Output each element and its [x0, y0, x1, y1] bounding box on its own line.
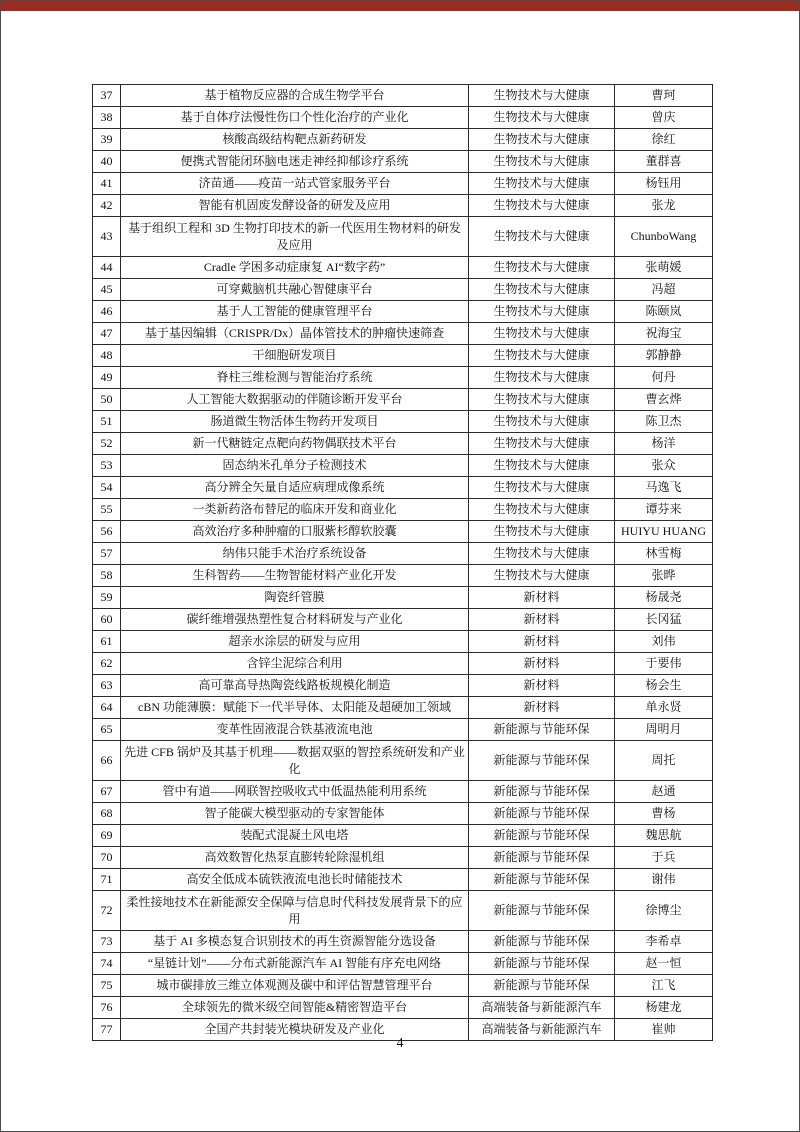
table-row [93, 257, 713, 279]
person-cell: 徐红 [615, 129, 713, 151]
row-number-cell: 64 [93, 697, 121, 719]
row-number-cell: 73 [93, 931, 121, 953]
table-row [93, 997, 713, 1019]
category-cell: 新能源与节能环保 [469, 931, 615, 953]
person-cell: 杨钰用 [615, 173, 713, 195]
person-cell: 冯超 [615, 279, 713, 301]
category-cell: 新材料 [469, 675, 615, 697]
category-cell: 生物技术与大健康 [469, 301, 615, 323]
person-cell: 赵一恒 [615, 953, 713, 975]
table-row [93, 217, 713, 257]
category-cell: 高端装备与新能源汽车 [469, 997, 615, 1019]
category-cell: 新能源与节能环保 [469, 803, 615, 825]
row-number-cell: 58 [93, 565, 121, 587]
project-name-cell: 基于自体疗法慢性伤口个性化治疗的产业化 [121, 107, 469, 129]
project-name-cell: 超亲水涂层的研发与应用 [121, 631, 469, 653]
project-name-cell: 高可靠高导热陶瓷线路板规模化制造 [121, 675, 469, 697]
row-number-cell: 52 [93, 433, 121, 455]
table-row [93, 741, 713, 781]
category-cell: 生物技术与大健康 [469, 217, 615, 257]
category-cell: 新材料 [469, 609, 615, 631]
row-number-cell: 69 [93, 825, 121, 847]
table-row [93, 323, 713, 345]
row-number-cell: 65 [93, 719, 121, 741]
project-name-cell: 碳纤维增强热塑性复合材料研发与产业化 [121, 609, 469, 631]
table-row [93, 411, 713, 433]
row-number-cell: 40 [93, 151, 121, 173]
person-cell: 马逸飞 [615, 477, 713, 499]
category-cell: 新能源与节能环保 [469, 719, 615, 741]
row-number-cell: 54 [93, 477, 121, 499]
row-number-cell: 70 [93, 847, 121, 869]
project-name-cell: “星链计划”——分布式新能源汽车 AI 智能有序充电网络 [121, 953, 469, 975]
project-name-cell: 管中有道——网联智控吸收式中低温热能利用系统 [121, 781, 469, 803]
row-number-cell: 76 [93, 997, 121, 1019]
person-cell: 陈卫杰 [615, 411, 713, 433]
person-cell: 张晔 [615, 565, 713, 587]
person-cell: 曹玄烨 [615, 389, 713, 411]
category-cell: 生物技术与大健康 [469, 107, 615, 129]
row-number-cell: 42 [93, 195, 121, 217]
category-cell: 生物技术与大健康 [469, 565, 615, 587]
project-name-cell: 核酸高级结构靶点新药研发 [121, 129, 469, 151]
table-row [93, 587, 713, 609]
row-number-cell: 46 [93, 301, 121, 323]
row-number-cell: 45 [93, 279, 121, 301]
project-name-cell: 基于 AI 多模态复合识别技术的再生资源智能分选设备 [121, 931, 469, 953]
row-number-cell: 44 [93, 257, 121, 279]
project-name-cell: 高安全低成本硫铁液流电池长时储能技术 [121, 869, 469, 891]
category-cell: 生物技术与大健康 [469, 543, 615, 565]
category-cell: 生物技术与大健康 [469, 433, 615, 455]
table-row [93, 931, 713, 953]
row-number-cell: 53 [93, 455, 121, 477]
category-cell: 生物技术与大健康 [469, 323, 615, 345]
category-cell: 新能源与节能环保 [469, 847, 615, 869]
project-name-cell: 装配式混凝土风电塔 [121, 825, 469, 847]
row-number-cell: 49 [93, 367, 121, 389]
project-name-cell: 固态纳米孔单分子检测技术 [121, 455, 469, 477]
table-row [93, 389, 713, 411]
person-cell: 杨建龙 [615, 997, 713, 1019]
person-cell: 何丹 [615, 367, 713, 389]
table-row [93, 675, 713, 697]
person-cell: 杨会生 [615, 675, 713, 697]
project-name-cell: 智子能碳大模型驱动的专家智能体 [121, 803, 469, 825]
table-row [93, 565, 713, 587]
category-cell: 高端装备与新能源汽车 [469, 1019, 615, 1041]
person-cell: 张龙 [615, 195, 713, 217]
category-cell: 新材料 [469, 631, 615, 653]
row-number-cell: 72 [93, 891, 121, 931]
table-row [93, 367, 713, 389]
row-number-cell: 71 [93, 869, 121, 891]
page-number: 4 [396, 1036, 404, 1051]
project-name-cell: 干细胞研发项目 [121, 345, 469, 367]
person-cell: 于要伟 [615, 653, 713, 675]
project-name-cell: 新一代糖链定点靶向药物偶联技术平台 [121, 433, 469, 455]
person-cell: 林雪梅 [615, 543, 713, 565]
row-number-cell: 62 [93, 653, 121, 675]
person-cell: 张萌媛 [615, 257, 713, 279]
person-cell: 杨洋 [615, 433, 713, 455]
table-row [93, 825, 713, 847]
row-number-cell: 68 [93, 803, 121, 825]
person-cell: 陈颐岚 [615, 301, 713, 323]
table-row [93, 279, 713, 301]
person-cell: 谢伟 [615, 869, 713, 891]
category-cell: 生物技术与大健康 [469, 151, 615, 173]
table-row [93, 301, 713, 323]
person-cell: 单永贤 [615, 697, 713, 719]
table-row [93, 719, 713, 741]
table-row [93, 499, 713, 521]
category-cell: 生物技术与大健康 [469, 279, 615, 301]
project-name-cell: 变革性固液混合铁基液流电池 [121, 719, 469, 741]
project-name-cell: 高效治疗多种肿瘤的口服紫杉醇软胶囊 [121, 521, 469, 543]
project-name-cell: 生科智药——生物智能材料产业化开发 [121, 565, 469, 587]
table-row [93, 173, 713, 195]
person-cell: 祝海宝 [615, 323, 713, 345]
category-cell: 生物技术与大健康 [469, 367, 615, 389]
category-cell: 新能源与节能环保 [469, 953, 615, 975]
project-name-cell: 便携式智能闭环脑电迷走神经抑郁诊疗系统 [121, 151, 469, 173]
person-cell: 郭静静 [615, 345, 713, 367]
table-row [93, 107, 713, 129]
projects-table [92, 84, 713, 1041]
project-name-cell: 人工智能大数据驱动的伴随诊断开发平台 [121, 389, 469, 411]
person-cell: 曹杨 [615, 803, 713, 825]
person-cell: 曾庆 [615, 107, 713, 129]
table-row [93, 891, 713, 931]
row-number-cell: 74 [93, 953, 121, 975]
project-name-cell: 柔性接地技术在新能源安全保障与信息时代科技发展背景下的应用 [121, 891, 469, 931]
category-cell: 生物技术与大健康 [469, 345, 615, 367]
project-name-cell: 基于组织工程和 3D 生物打印技术的新一代医用生物材料的研发及应用 [121, 217, 469, 257]
table-row [93, 697, 713, 719]
person-cell: 于兵 [615, 847, 713, 869]
person-cell: 曹珂 [615, 85, 713, 107]
person-cell: ChunboWang [615, 217, 713, 257]
row-number-cell: 63 [93, 675, 121, 697]
project-name-cell: 全国产共封装光模块研发及产业化 [121, 1019, 469, 1041]
project-name-cell: 含锌尘泥综合利用 [121, 653, 469, 675]
category-cell: 新能源与节能环保 [469, 869, 615, 891]
category-cell: 生物技术与大健康 [469, 521, 615, 543]
project-name-cell: 纳伟只能手术治疗系统设备 [121, 543, 469, 565]
person-cell: 徐博尘 [615, 891, 713, 931]
category-cell: 新能源与节能环保 [469, 741, 615, 781]
person-cell: 杨晟尧 [615, 587, 713, 609]
person-cell: 江飞 [615, 975, 713, 997]
category-cell: 新材料 [469, 587, 615, 609]
category-cell: 生物技术与大健康 [469, 85, 615, 107]
table-row [93, 433, 713, 455]
row-number-cell: 37 [93, 85, 121, 107]
person-cell: 董群喜 [615, 151, 713, 173]
category-cell: 生物技术与大健康 [469, 499, 615, 521]
row-number-cell: 48 [93, 345, 121, 367]
table-row [93, 953, 713, 975]
project-name-cell: 肠道微生物活体生物药开发项目 [121, 411, 469, 433]
category-cell: 生物技术与大健康 [469, 129, 615, 151]
category-cell: 新能源与节能环保 [469, 891, 615, 931]
person-cell: 周托 [615, 741, 713, 781]
projects-table-body [93, 85, 713, 1041]
row-number-cell: 57 [93, 543, 121, 565]
table-row [93, 975, 713, 997]
table-row [93, 85, 713, 107]
category-cell: 生物技术与大健康 [469, 455, 615, 477]
project-name-cell: 基于基因编辑（CRISPR/Dx）晶体管技术的肿瘤快速筛查 [121, 323, 469, 345]
person-cell: 谭芬来 [615, 499, 713, 521]
table-row [93, 195, 713, 217]
row-number-cell: 75 [93, 975, 121, 997]
row-number-cell: 50 [93, 389, 121, 411]
person-cell: 长冈猛 [615, 609, 713, 631]
category-cell: 新能源与节能环保 [469, 975, 615, 997]
person-cell: 周明月 [615, 719, 713, 741]
category-cell: 生物技术与大健康 [469, 195, 615, 217]
person-cell: 崔帅 [615, 1019, 713, 1041]
person-cell: HUIYU HUANG [615, 521, 713, 543]
table-row [93, 631, 713, 653]
person-cell: 张众 [615, 455, 713, 477]
project-name-cell: 济苗通——疫苗一站式管家服务平台 [121, 173, 469, 195]
table-row [93, 345, 713, 367]
top-accent-bar [1, 1, 799, 11]
table-row [93, 803, 713, 825]
row-number-cell: 41 [93, 173, 121, 195]
row-number-cell: 60 [93, 609, 121, 631]
table-row [93, 129, 713, 151]
person-cell: 魏思航 [615, 825, 713, 847]
project-name-cell: 先进 CFB 锅炉及其基于机理——数据双驱的智控系统研发和产业化 [121, 741, 469, 781]
table-row [93, 477, 713, 499]
row-number-cell: 61 [93, 631, 121, 653]
project-name-cell: 基于植物反应器的合成生物学平台 [121, 85, 469, 107]
project-name-cell: 脊柱三维检测与智能治疗系统 [121, 367, 469, 389]
project-name-cell: 高分辨全矢量自适应病理成像系统 [121, 477, 469, 499]
row-number-cell: 39 [93, 129, 121, 151]
category-cell: 新材料 [469, 697, 615, 719]
category-cell: 生物技术与大健康 [469, 173, 615, 195]
project-name-cell: 高效数智化热泵直膨转轮除湿机组 [121, 847, 469, 869]
row-number-cell: 51 [93, 411, 121, 433]
table-row [93, 869, 713, 891]
table-row [93, 781, 713, 803]
project-name-cell: 一类新药洛布替尼的临床开发和商业化 [121, 499, 469, 521]
category-cell: 生物技术与大健康 [469, 257, 615, 279]
person-cell: 李希卓 [615, 931, 713, 953]
row-number-cell: 77 [93, 1019, 121, 1041]
person-cell: 赵通 [615, 781, 713, 803]
project-name-cell: 基于人工智能的健康管理平台 [121, 301, 469, 323]
table-row [93, 151, 713, 173]
row-number-cell: 66 [93, 741, 121, 781]
row-number-cell: 47 [93, 323, 121, 345]
project-name-cell: Cradle 学困多动症康复 AI“数字药” [121, 257, 469, 279]
project-name-cell: 陶瓷纤管膜 [121, 587, 469, 609]
row-number-cell: 55 [93, 499, 121, 521]
category-cell: 新材料 [469, 653, 615, 675]
category-cell: 生物技术与大健康 [469, 411, 615, 433]
project-name-cell: cBN 功能薄膜：赋能下一代半导体、太阳能及超硬加工领域 [121, 697, 469, 719]
category-cell: 新能源与节能环保 [469, 781, 615, 803]
table-row [93, 609, 713, 631]
table-row [93, 653, 713, 675]
table-row [93, 521, 713, 543]
project-name-cell: 可穿戴脑机共融心智健康平台 [121, 279, 469, 301]
table-row [93, 455, 713, 477]
row-number-cell: 43 [93, 217, 121, 257]
table-row [93, 847, 713, 869]
category-cell: 新能源与节能环保 [469, 825, 615, 847]
project-name-cell: 智能有机固废发酵设备的研发及应用 [121, 195, 469, 217]
project-name-cell: 全球领先的微米级空间智能&精密智造平台 [121, 997, 469, 1019]
category-cell: 生物技术与大健康 [469, 389, 615, 411]
category-cell: 生物技术与大健康 [469, 477, 615, 499]
person-cell: 刘伟 [615, 631, 713, 653]
row-number-cell: 59 [93, 587, 121, 609]
project-name-cell: 城市碳排放三维立体观测及碳中和评估智慧管理平台 [121, 975, 469, 997]
row-number-cell: 67 [93, 781, 121, 803]
row-number-cell: 38 [93, 107, 121, 129]
table-row [93, 543, 713, 565]
row-number-cell: 56 [93, 521, 121, 543]
